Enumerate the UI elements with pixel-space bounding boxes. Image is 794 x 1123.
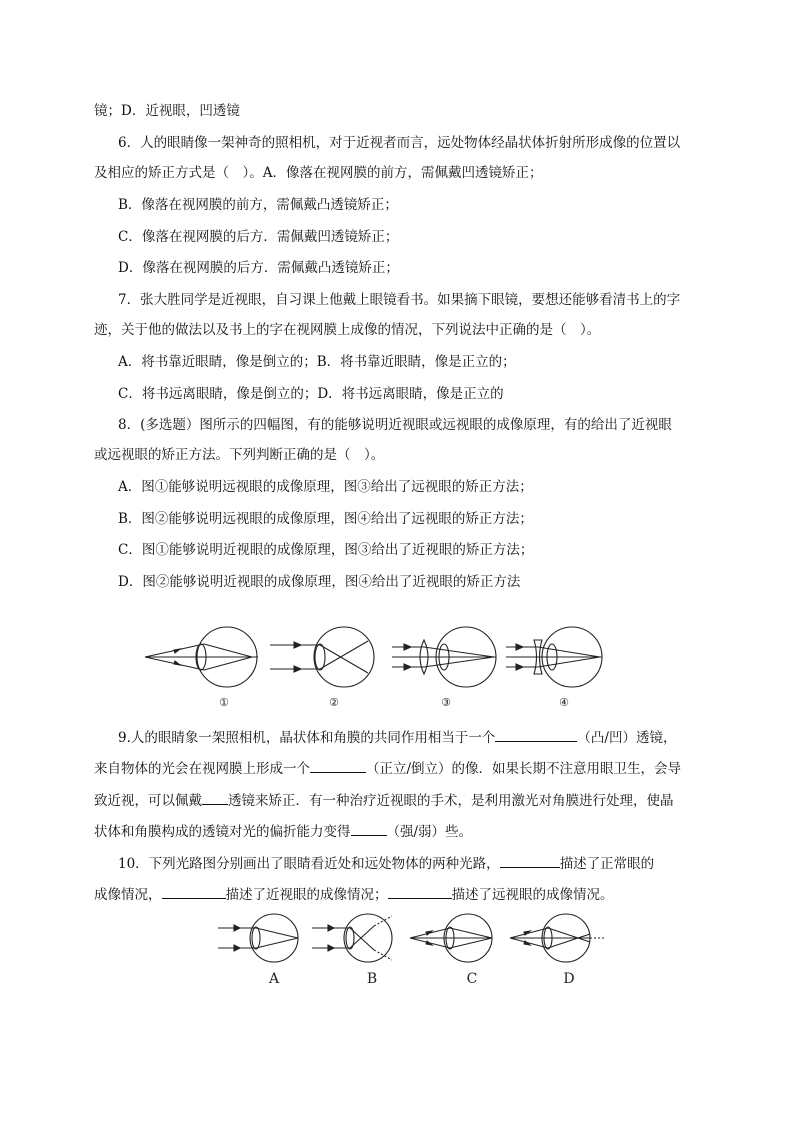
question-9-line-2	[94, 758, 714, 779]
eye-diagram-2	[270, 627, 374, 687]
figure-label: B	[366, 971, 378, 987]
text-fragment: 致近视，可以佩戴	[94, 793, 202, 809]
answer-blank[interactable]	[310, 758, 366, 773]
question-6-stem: 6．人的眼睛像一架神奇的照相机，对于近视者而言，远处物体经晶状体折射所形成像的位置以	[118, 135, 681, 151]
question-10-line-1	[118, 853, 738, 874]
text-line: 及相应的矫正方式是（ ）。A．像落在视网膜的前方，需佩戴凹透镜矫正；	[94, 165, 543, 181]
text-fragment: 10．下列光路图分别画出了眼睛看近处和远处物体的两种光路，	[118, 856, 500, 872]
eye-diagram-1	[145, 627, 258, 687]
answer-blank[interactable]	[162, 884, 226, 899]
option-b: B．图②能够说明远视眼的成像原理，图④给出了远视眼的矫正方法；	[118, 511, 533, 527]
figure-label: ②	[329, 696, 339, 709]
text-fragment: （强/弱）些。	[386, 824, 473, 840]
option-c: C．像落在视网膜的后方．需佩戴凹透镜矫正；	[118, 229, 399, 245]
text-line: 迹，关于他的做法以及书上的字在视网膜上成像的情况，下列说法中正确的是（ ）。	[94, 322, 601, 338]
eye-diagrams-question-8	[140, 620, 620, 712]
option-a: A．图①能够说明远视眼的成像原理，图③给出了远视眼的矫正方法；	[118, 479, 533, 495]
text-fragment: 描述了近视眼的成像情况；	[225, 887, 388, 903]
figure-label: ④	[559, 696, 569, 709]
answer-blank[interactable]	[500, 853, 560, 868]
eye-diagram-b	[312, 914, 392, 962]
answer-blank[interactable]	[388, 884, 452, 899]
figure-label: ①	[219, 696, 229, 709]
question-9-line-1	[118, 727, 738, 748]
text-fragment: 状体和角膜构成的透镜对光的偏折能力变得	[94, 824, 351, 840]
eye-diagram-4	[506, 627, 602, 687]
text-line: 或远视眼的矫正方法。下列判断正确的是（ ）。	[94, 447, 385, 463]
figure-label: ③	[441, 696, 451, 709]
eye-diagram-c	[410, 914, 492, 962]
option-cd: C．将书远离眼睛，像是倒立的；D．将书远离眼睛，像是正立的	[118, 386, 504, 402]
figure-label: A	[268, 971, 280, 987]
text-fragment: 描述了正常眼的	[559, 856, 655, 872]
figure-label: D	[563, 971, 575, 987]
question-9-line-4	[94, 821, 714, 842]
option-c: C．图①能够说明近视眼的成像原理，图③给出了近视眼的矫正方法；	[118, 542, 534, 558]
figure-label: C	[466, 971, 478, 987]
answer-blank[interactable]	[202, 790, 228, 805]
eye-diagrams-question-10	[212, 912, 612, 990]
answer-blank[interactable]	[351, 821, 387, 836]
question-10-line-2	[94, 884, 714, 905]
eye-diagram-3	[392, 627, 496, 687]
text-fragment: 来自物体的光会在视网膜上形成一个	[94, 761, 310, 777]
question-8-stem: 8．(多选题）图所示的四幅图，有的能够说明近视眼或远视眼的成像原理，有的给出了近视眼	[118, 417, 672, 433]
text-fragment: 描述了远视眼的成像情况。	[451, 887, 614, 903]
text-fragment: 透镜来矫正．有一种治疗近视眼的手术，是利用激光对角膜进行处理，使晶	[228, 793, 674, 809]
text-fragment: （凸/凹）透镜，	[577, 730, 677, 746]
text-fragment: 成像情况，	[94, 887, 162, 903]
question-9-line-3	[94, 790, 714, 811]
option-b: B．像落在视网膜的前方，需佩戴凸透镜矫正；	[118, 197, 398, 213]
question-7-stem: 7．张大胜同学是近视眼，自习课上他戴上眼镜看书。如果摘下眼镜，要想还能够看清书上的字	[118, 292, 681, 308]
text-line: 镜；D．近视眼，凹透镜	[94, 103, 240, 119]
option-d: D．像落在视网膜的后方．需佩戴凸透镜矫正；	[118, 260, 399, 276]
eye-diagram-a	[218, 914, 298, 962]
option-ab: A．将书靠近眼睛，像是倒立的；B．将书靠近眼睛，像是正立的；	[118, 354, 516, 370]
answer-blank[interactable]	[495, 727, 577, 742]
text-fragment: （正立/倒立）的像．如果长期不注意用眼卫生，会导	[366, 761, 682, 777]
eye-diagram-d	[510, 914, 606, 962]
text-fragment: 9.人的眼睛象一架照相机，晶状体和角膜的共同作用相当于一个	[118, 730, 496, 746]
option-d: D．图②能够说明近视眼的成像原理，图④给出了近视眼的矫正方法	[118, 574, 521, 590]
